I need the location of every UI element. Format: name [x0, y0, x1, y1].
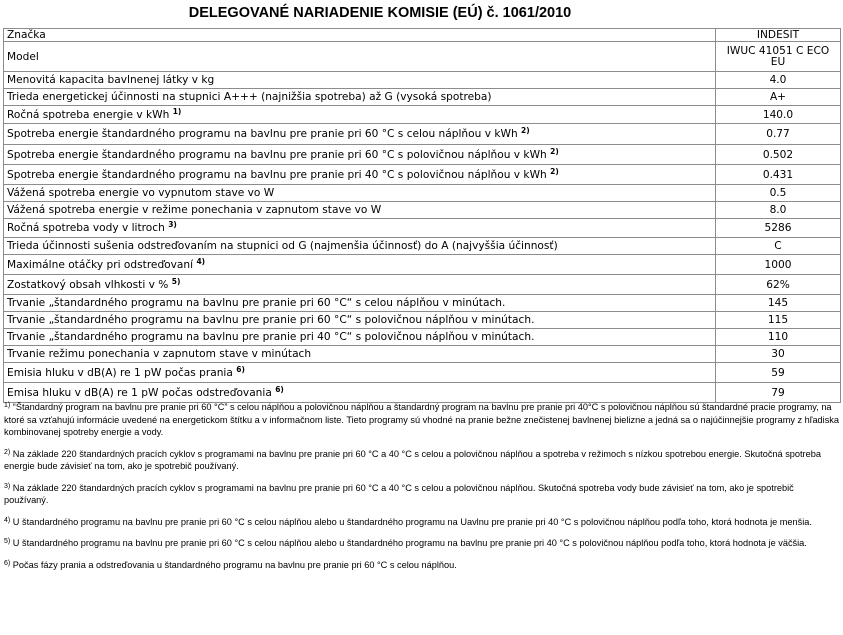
table-row	[4, 275, 841, 295]
footnote-text: “Štandardný program na bavlnu pre pranie pri 60 °C” s celou náplňou a polovičnou náplňou a štandardný program na bavlnu pre pranie pri 40°C s polovičnou náplňou sú štandardné pracie programy, na ktoré sa vzťahujú informácie uvedené na energetickom štítku a v informačnom liste. Tieto programy sú vhodné na pranie bežne znečistenej bavlnenej bielizne a jedná sa o najúčinnejšie programy z hľadiska kombinovanej spotreby energie a vody.	[4, 402, 839, 437]
table-row	[4, 202, 841, 219]
row-value: 62%	[716, 275, 841, 295]
footnote-ref: 1)	[172, 106, 182, 116]
footnote-text: Na základe 220 štandardných pracích cyklov s programami na bavlnu pre pranie pri 60 °C a 40 °C s celou a polovičnou náplňou a spotreba v režimoch s nízkou spotrebou energie. Skutočná spotreba energie bude závisieť na tom, ako je spotrebič používaný.	[4, 448, 821, 471]
row-label: Menovitá kapacita bavlnenej látky v kg	[4, 72, 716, 89]
row-value: C	[716, 238, 841, 255]
table-row	[4, 106, 841, 124]
row-label: Trvanie režimu ponechania v zapnutom stave v minútach	[4, 346, 716, 363]
row-label: Vážená spotreba energie vo vypnutom stave vo W	[4, 185, 716, 202]
row-label: Značka	[4, 29, 716, 42]
table-row	[4, 238, 841, 255]
row-value: 59	[716, 363, 841, 383]
table-row	[4, 312, 841, 329]
row-value: 115	[716, 312, 841, 329]
table-row	[4, 124, 841, 145]
table-row	[4, 255, 841, 275]
row-label: Maximálne otáčky pri odstreďovaní $^{4)}$	[4, 255, 716, 275]
footnote-mark: 6)	[4, 559, 11, 567]
footnote-mark: 3)	[4, 482, 11, 490]
row-label: Zostatkový obsah vlhkosti v % $^{5)}$	[4, 275, 716, 295]
row-value: 4.0	[716, 72, 841, 89]
footnote-text: Na základe 220 štandardných pracích cyklov s programami na bavlnu pre pranie pri 60 °C a 40 °C s celou a polovičnou náplňou. Skutočná spotreba vody bude závisieť na tom, ako je spotrebič používaný.	[4, 482, 794, 505]
table-row	[4, 346, 841, 363]
table-row	[4, 89, 841, 106]
row-value: INDESIT	[716, 29, 841, 42]
row-label: Trieda energetickej účinnosti na stupnici A+++ (najnižšia spotreba) až G (vysoká spotreba)	[4, 89, 716, 106]
row-value: 0.431	[716, 165, 841, 185]
row-value: 145	[716, 295, 841, 312]
row-label: Trieda účinnosti sušenia odstreďovaním na stupnici od G (najmenšia účinnosť) do A (najvyššia účinnosť)	[4, 238, 716, 255]
row-value: 140.0	[716, 106, 841, 124]
row-label: Model	[4, 42, 716, 72]
row-value: 30	[716, 346, 841, 363]
row-value: 79	[716, 383, 841, 403]
table-row	[4, 363, 841, 383]
footnote	[4, 401, 840, 439]
table-row	[4, 145, 841, 165]
footnote-mark: 1)	[4, 402, 11, 409]
footnote	[4, 516, 840, 529]
footnote	[4, 482, 840, 507]
footnote-ref: 6)	[275, 384, 284, 394]
row-value: 8.0	[716, 202, 841, 219]
row-value: 0.77	[716, 124, 841, 145]
footnote-ref: 3)	[168, 220, 177, 229]
row-label: Ročná spotreba energie v kWh $^{1)}$	[4, 106, 716, 124]
footnote	[4, 537, 840, 550]
footnote-ref: 2)	[550, 146, 559, 156]
row-value: IWUC 41051 C ECO EU	[716, 42, 841, 72]
footnote-text: U štandardného programu na bavlnu pre pranie pri 60 °C s celou náplňou alebo u štandardného programu na Uavlnu pre pranie pri 40 °C s polovičnou náplňou podľa toho, ktorá hodnota je menšia.	[12, 516, 812, 527]
footnote-mark: 2)	[4, 448, 11, 456]
table-row	[4, 329, 841, 346]
document-title: DELEGOVANÉ NARIADENIE KOMISIE (EÚ) č. 1061/2010	[188, 5, 572, 21]
footnote-ref: 4)	[196, 256, 206, 266]
table-row	[4, 72, 841, 89]
specification-table	[3, 28, 841, 403]
row-label: Vážená spotreba energie v režime ponechania v zapnutom stave vo W	[4, 202, 716, 219]
footnote-mark: 4)	[4, 516, 11, 524]
row-label: Emisa hluku v dB(A) re 1 pW počas odstreďovania $^{6)}$	[4, 383, 716, 403]
row-value: 5286	[716, 219, 841, 238]
footnote-ref: 6)	[236, 364, 245, 374]
row-value: 0.5	[716, 185, 841, 202]
row-label: Spotreba energie štandardného programu na bavlnu pre pranie pri 60 °C s celou náplňou v kWh $^{2)}$	[4, 124, 716, 145]
row-value: 0.502	[716, 145, 841, 165]
footnote-ref: 2)	[521, 126, 530, 135]
row-label: Ročná spotreba vody v litroch $^{3)}$	[4, 219, 716, 238]
footnote-ref: 2)	[550, 166, 559, 176]
table-row	[4, 219, 841, 238]
row-label: Trvanie „štandardného programu na bavlnu pre pranie pri 60 °C“ s celou náplňou v minútach.	[4, 295, 716, 312]
table-row	[4, 185, 841, 202]
row-label: Spotreba energie štandardného programu na bavlnu pre pranie pri 60 °C s polovičnou náplňou v kWh $^{2)}$	[4, 145, 716, 165]
row-label: Trvanie „štandardného programu na bavlnu pre pranie pri 60 °C“ s polovičnou náplňou v minútach.	[4, 312, 716, 329]
row-value: A+	[716, 89, 841, 106]
footnote-mark: 5)	[4, 538, 11, 545]
footnote-ref: 5)	[171, 276, 181, 286]
table-row	[4, 42, 841, 72]
footnotes	[4, 401, 840, 580]
row-value: 110	[716, 329, 841, 346]
row-label: Emisia hluku v dB(A) re 1 pW počas prania $^{6)}$	[4, 363, 716, 383]
row-label: Trvanie „štandardného programu na bavlnu pre pranie pri 40 °C“ s polovičnou náplňou v minútach.	[4, 329, 716, 346]
table-row	[4, 165, 841, 185]
footnote	[4, 448, 840, 473]
table-row	[4, 29, 841, 42]
footnote-text: U štandardného programu na bavlnu pre pranie pri 60 °C s celou náplňou alebo u štandardného programu na bavlnu pre pranie pri 40 °C s polovičnou náplňou podľa toho, ktorá hodnota je väčšia.	[12, 538, 807, 548]
footnote-text: Počas fázy prania a odstreďovania u štandardného programu na bavlnu pre pranie pri 60 °C s celou náplňou.	[12, 559, 457, 570]
table-row	[4, 383, 841, 403]
footnote	[4, 559, 840, 572]
table-row	[4, 295, 841, 312]
row-value: 1000	[716, 255, 841, 275]
row-label: Spotreba energie štandardného programu na bavlnu pre pranie pri 40 °C s polovičnou náplňou v kWh $^{2)}$	[4, 165, 716, 185]
